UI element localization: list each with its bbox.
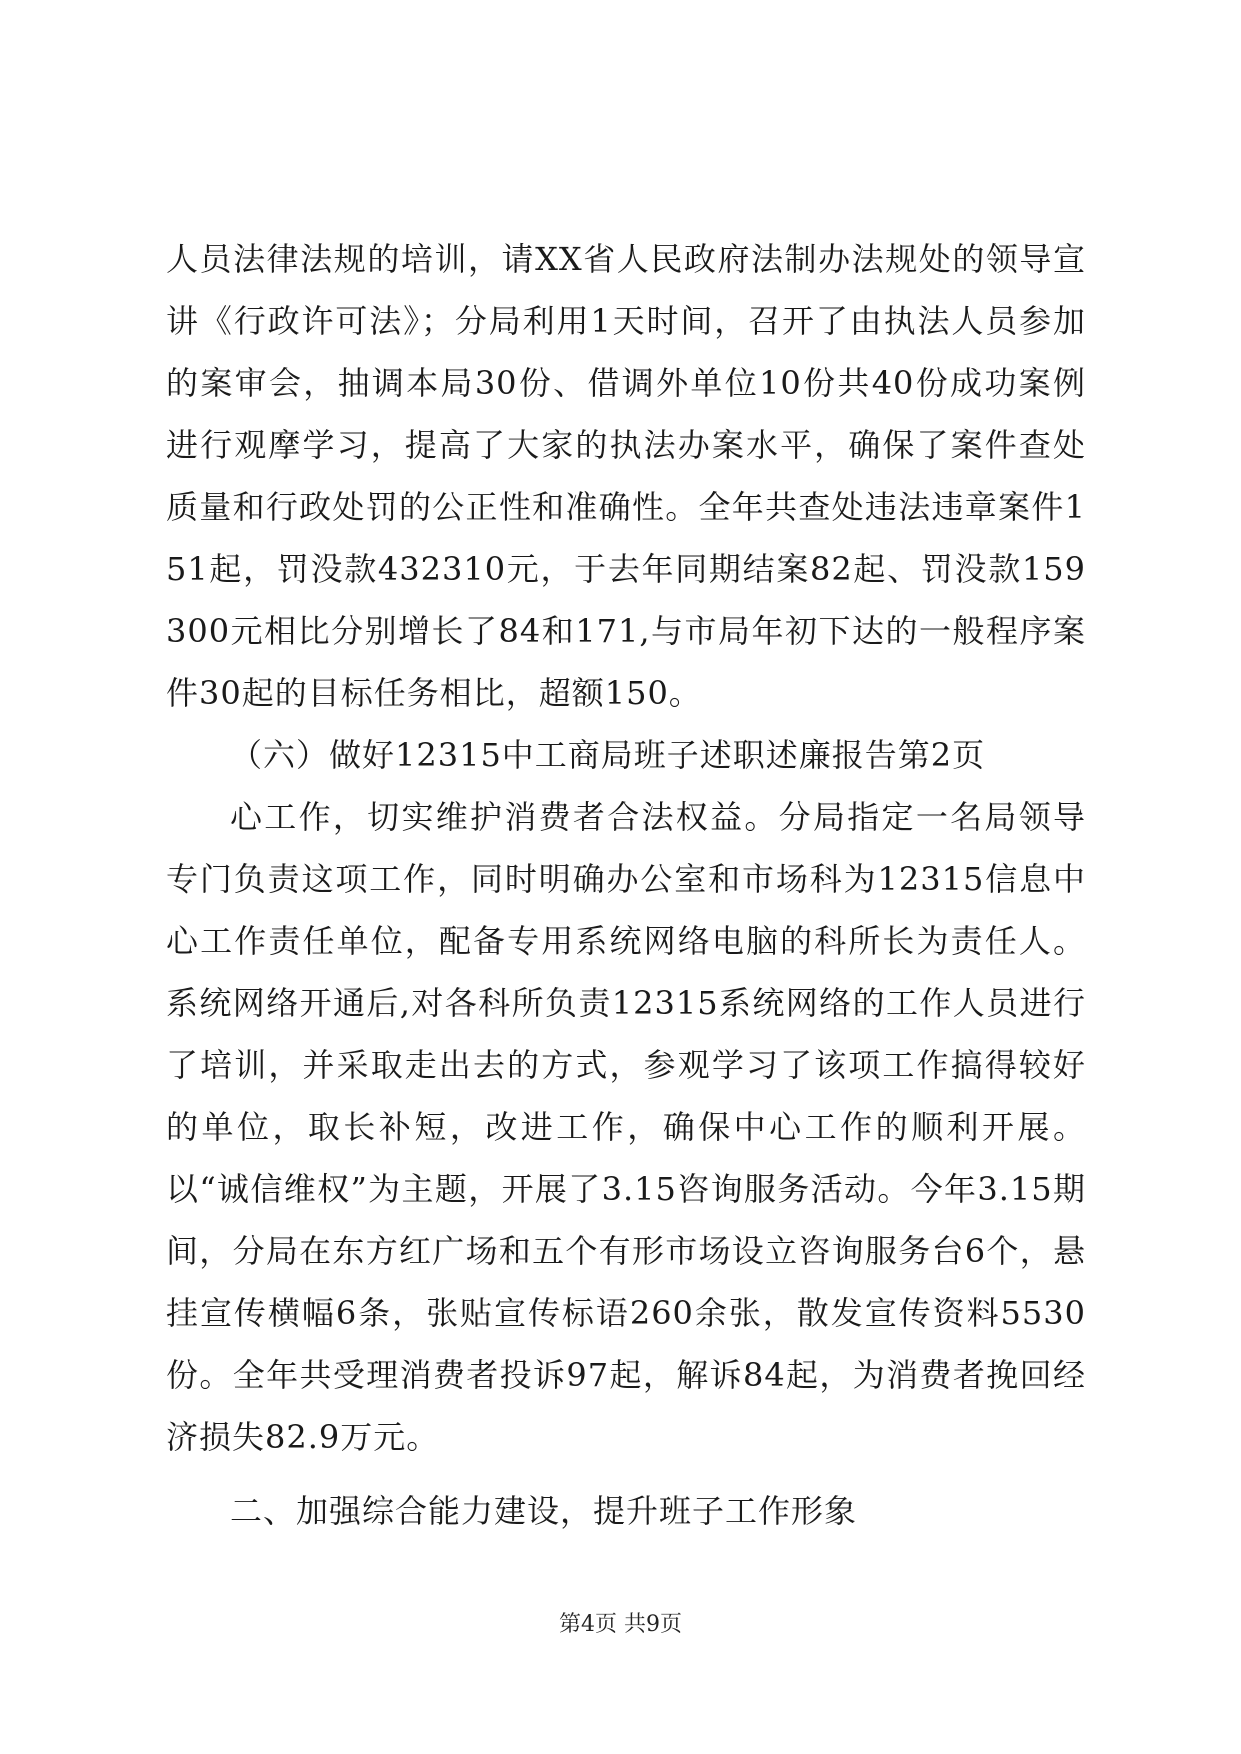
paragraph-consumer-rights: 心工作，切实维护消费者合法权益。分局指定一名局领导专门负责这项工作，同时明确办公室和市场科为12315信息中心工作责任单位，配备专用系统网络电脑的科所长为责任人。系统网络开通后,对各科所负责12315系统网络的工作人员进行了培训，并采取走出去的方式，参观学习了该项工作搞得较好的单位，取长补短，改进工作，确保中心工作的顺利开展。以“诚信维权”为主题，开展了3.15咨询服务活动。今年3.15期间，分局在东方红广场和五个有形市场设立咨询服务台6个，悬挂宣传横幅6条，张贴宣传标语260余张，散发宣传资料5530份。全年共受理消费者投诉97起，解诉84起，为消费者挽回经济损失82.9万元。 xyxy=(166,798,1086,1456)
paragraph-training-cases: 人员法律法规的培训，请XX省人民政府法制办法规处的领导宣讲《行政许可法》；分局利用1天时间，召开了由执法人员参加的案审会，抽调本局30份、借调外单位10份共40份成功案例进行观摩学习，提高了大家的执法办案水平，确保了案件查处质量和行政处罚的公正性和准确性。全年共查处违法违章案件151起，罚没款432310元，于去年同期结案82起、罚没款159300元相比分别增长了84和171,与市局年初下达的一般程序案件30起的目标任务相比，超额150。 xyxy=(166,240,1086,712)
page-number-footer: 第4页 共9页 xyxy=(559,1612,682,1637)
paragraph-section-six-heading: （六）做好12315中工商局班子述职述廉报告第2页 xyxy=(230,736,986,774)
section-heading-capacity-building: 二、加强综合能力建设，提升班子工作形象 xyxy=(230,1492,858,1530)
document-body xyxy=(166,228,1086,1542)
